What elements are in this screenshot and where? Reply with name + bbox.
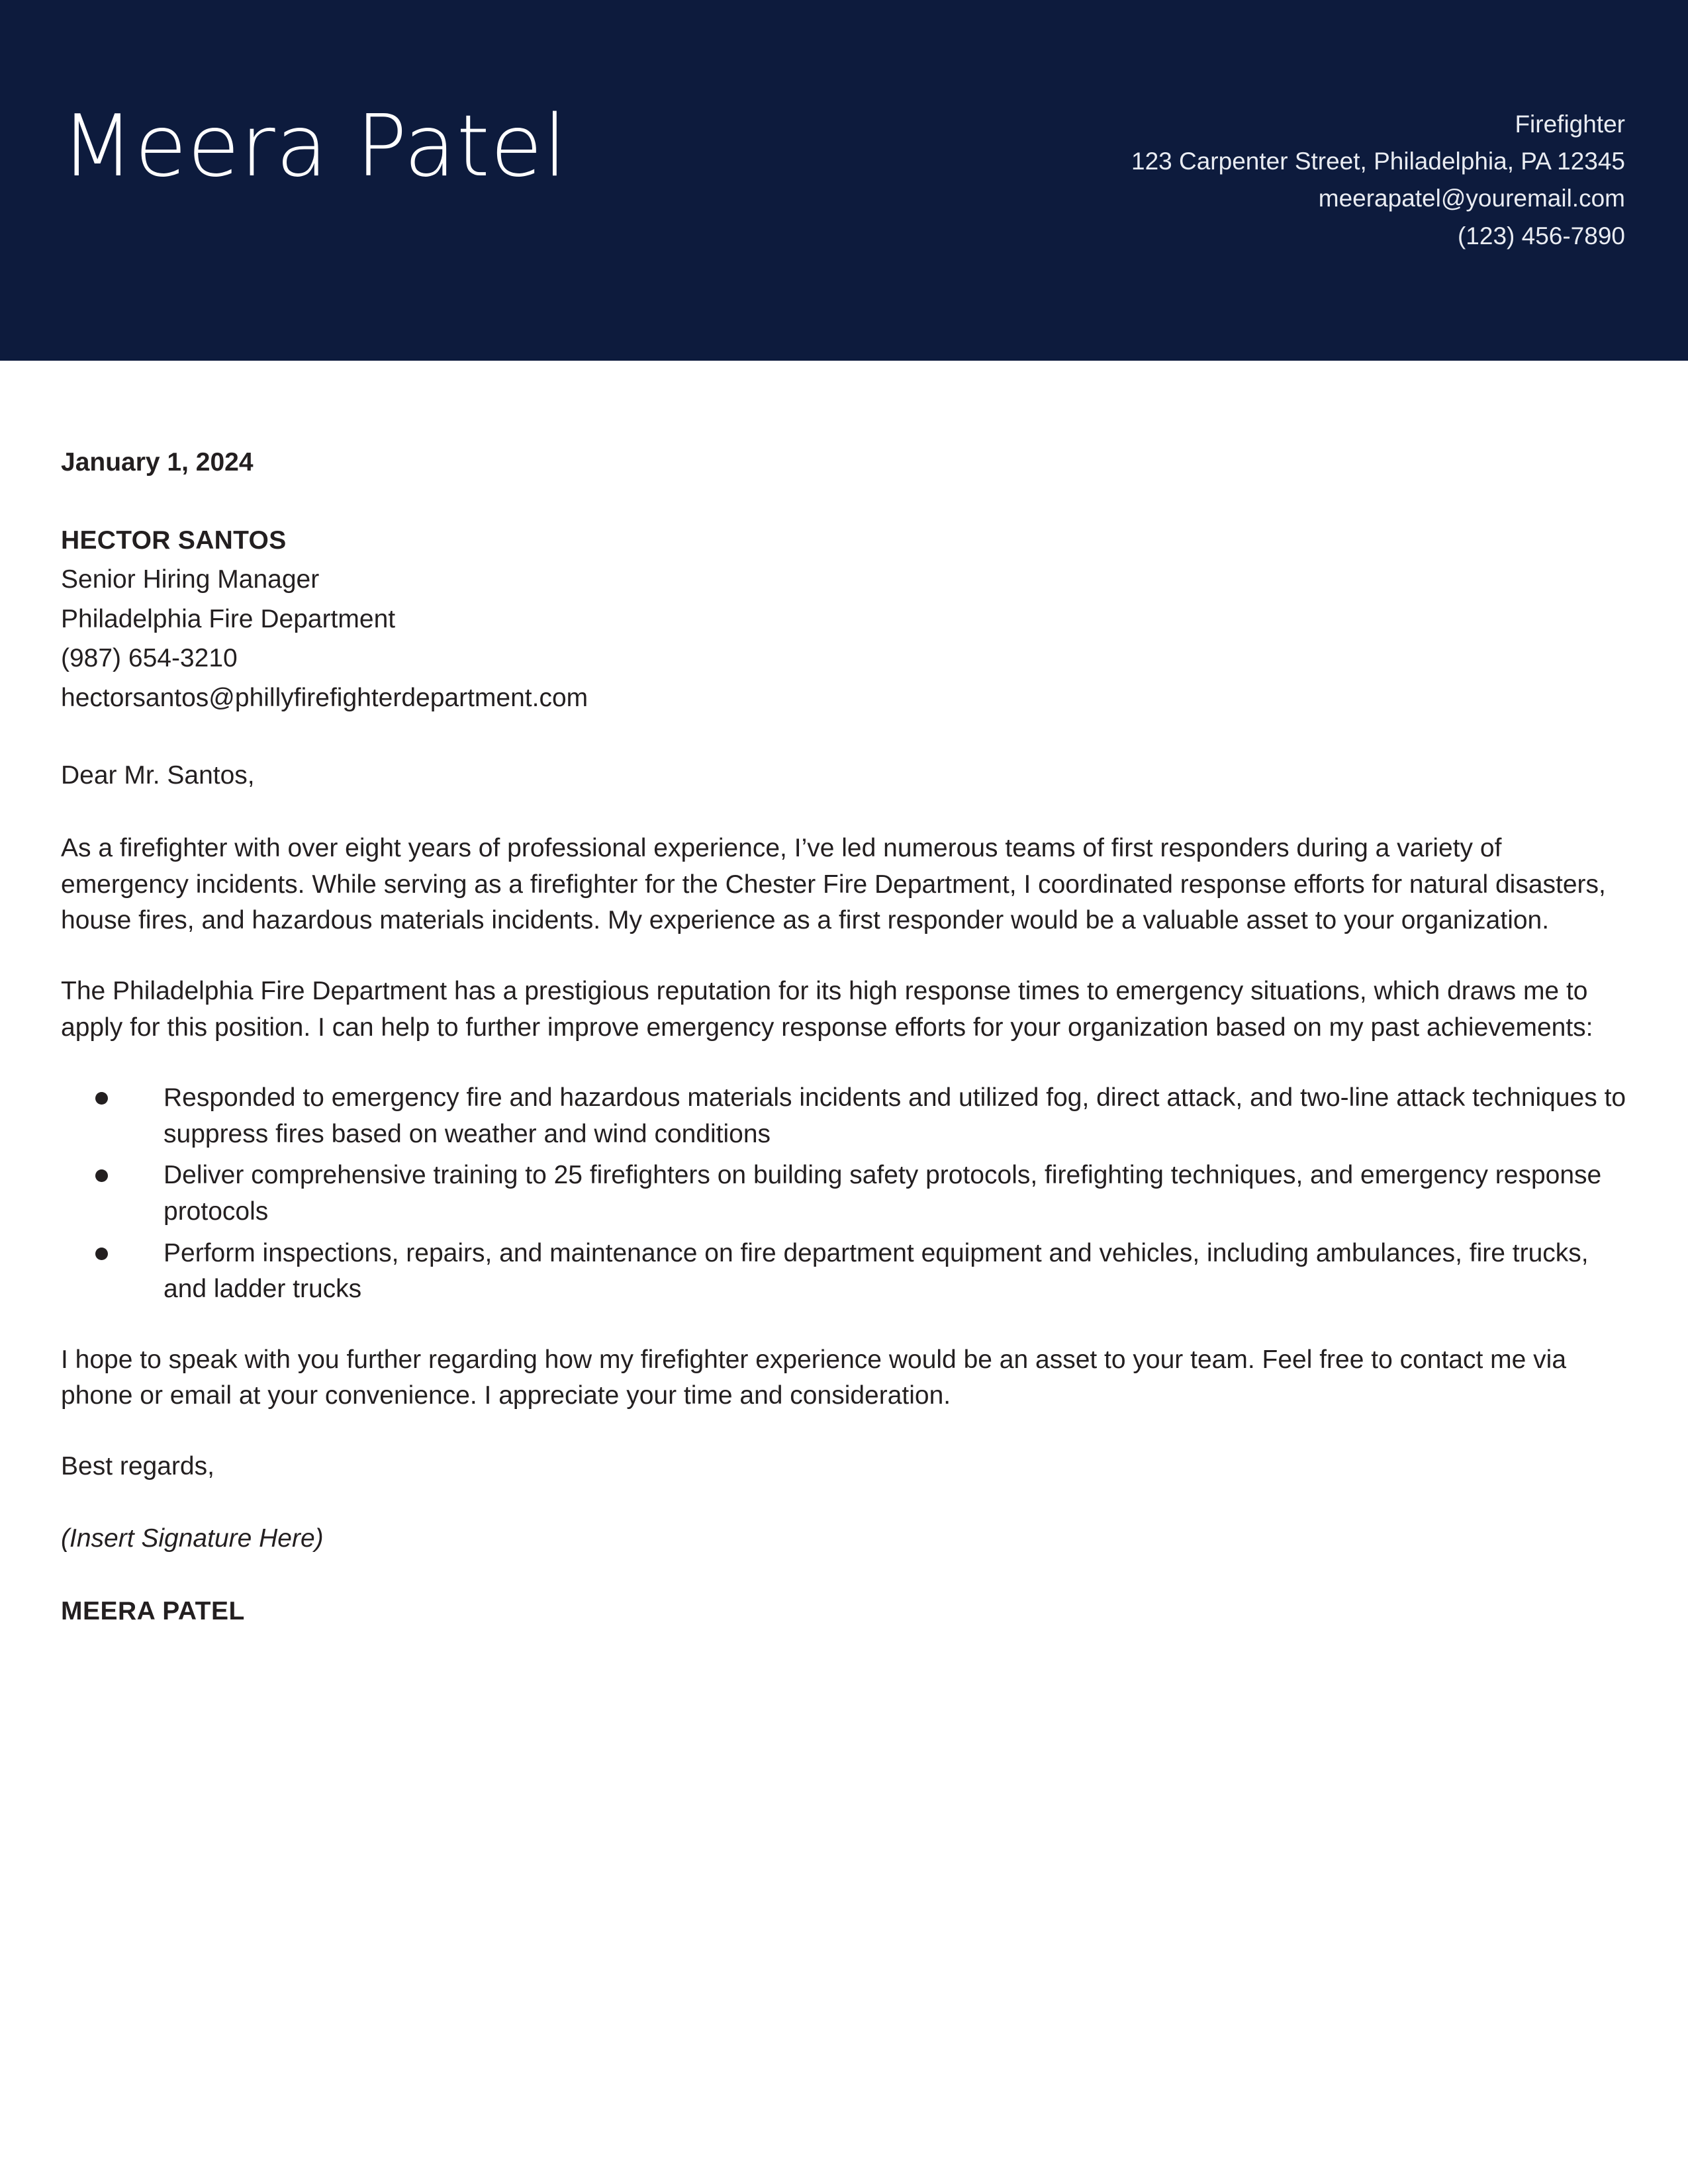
phone-number: (123) 456-7890 bbox=[1457, 222, 1625, 250]
bullet-icon bbox=[95, 1248, 108, 1260]
mailing-address: 123 Carpenter Street, Philadelphia, PA 12345 bbox=[1131, 148, 1625, 175]
list-item bbox=[61, 1158, 1630, 1230]
list-item-text: Deliver comprehensive training to 25 firefighters on building safety protocols, firefighting techniques, and emergency response protocols bbox=[164, 1161, 1602, 1226]
recipient-email: hectorsantos@phillyfirefighterdepartment.com bbox=[61, 683, 588, 712]
list-item bbox=[61, 1236, 1630, 1308]
salutation: Dear Mr. Santos, bbox=[61, 760, 255, 790]
email-address: meerapatel@youremail.com bbox=[1318, 185, 1625, 212]
letter-body bbox=[61, 445, 1630, 1630]
job-title: Firefighter bbox=[1515, 111, 1625, 138]
letter-date: January 1, 2024 bbox=[61, 448, 254, 477]
body-paragraph-1: As a firefighter with over eight years of professional experience, I’ve led numerous teams of first responders during a variety of emergency incidents. While serving as a firefighter for the Chester Fire Department, I coordinated response efforts for natural disasters, house fires, and hazardous materials incidents. My experience as a first responder would be a valuable asset to your organization. bbox=[61, 834, 1606, 935]
bullet-icon bbox=[95, 1169, 108, 1182]
letterhead-header bbox=[0, 0, 1688, 361]
contact-info-block bbox=[831, 106, 1625, 255]
signoff: Best regards, bbox=[61, 1451, 214, 1480]
signature-placeholder: (Insert Signature Here) bbox=[61, 1524, 324, 1553]
signer-name: MEERA PATEL bbox=[61, 1597, 245, 1626]
body-paragraph-3: I hope to speak with you further regarding how my firefighter experience would be an asset to your team. Feel free to contact me via phone or email at your convenience. I appreciate your time and consideration. bbox=[61, 1345, 1567, 1410]
recipient-title: Senior Hiring Manager bbox=[61, 565, 320, 594]
candidate-name: Meera Patel bbox=[61, 97, 568, 196]
body-paragraph-2: The Philadelphia Fire Department has a prestigious reputation for its high response times to emergency situations, which draws me to apply for this position. I can help to further improve emergency response efforts for your organization based on my past achievements: bbox=[61, 976, 1593, 1042]
list-item bbox=[61, 1080, 1630, 1152]
list-item-text: Perform inspections, repairs, and maintenance on fire department equipment and vehicles, including ambulances, fire trucks, and ladder trucks bbox=[164, 1238, 1589, 1304]
recipient-organization: Philadelphia Fire Department bbox=[61, 604, 396, 633]
recipient-block bbox=[61, 523, 1630, 717]
achievements-list bbox=[61, 1080, 1630, 1308]
bullet-icon bbox=[95, 1092, 108, 1105]
list-item-text: Responded to emergency fire and hazardous materials incidents and utilized fog, direct attack, and two-line attack techniques to suppress fires based on weather and wind conditions bbox=[164, 1083, 1626, 1148]
recipient-phone: (987) 654-3210 bbox=[61, 644, 238, 673]
recipient-name: HECTOR SANTOS bbox=[61, 525, 287, 555]
